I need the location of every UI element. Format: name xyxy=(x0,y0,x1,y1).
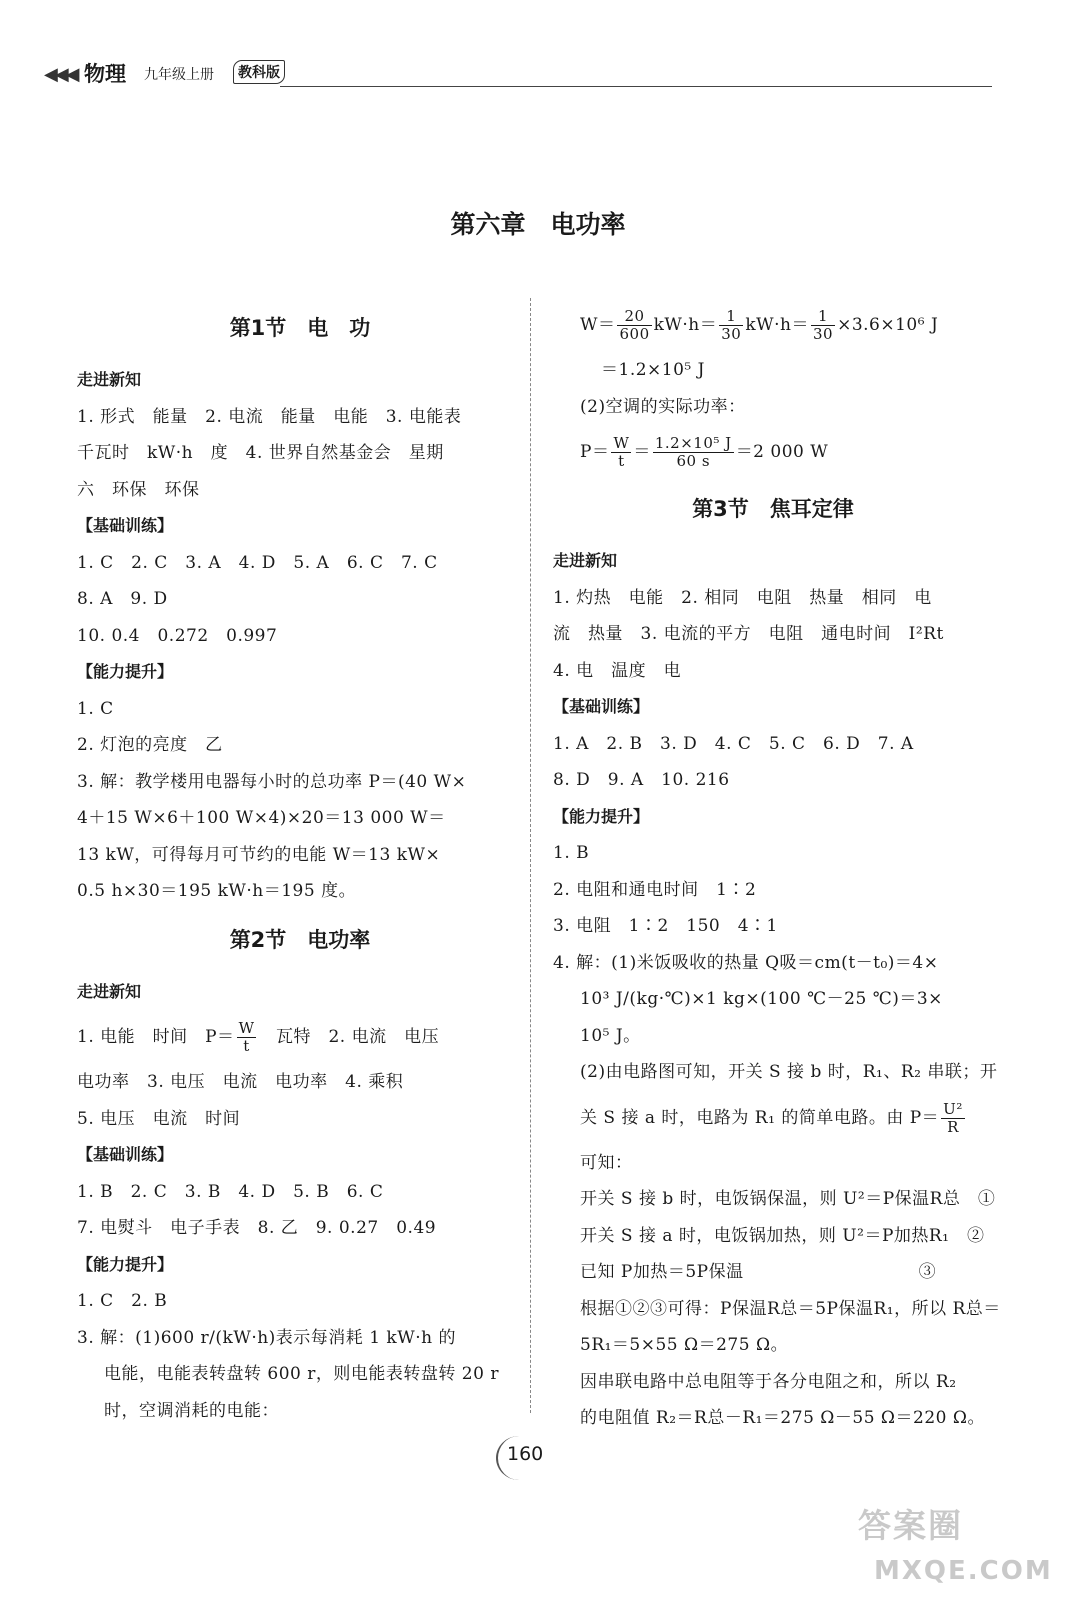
fraction xyxy=(941,1101,965,1136)
answer-line: 0.5 h×30＝195 kW·h＝195 度。 xyxy=(77,881,357,901)
answer-line: 7. 电熨斗 电子手表 8. 乙 9. 0.27 0.49 xyxy=(77,1218,437,1238)
answer-line: 10⁵ J。 xyxy=(580,1025,641,1046)
answer-line: 2. 灯泡的亮度 乙 xyxy=(77,735,223,755)
numerator: 1.2×10⁵ J xyxy=(654,434,732,452)
text-run: W＝ xyxy=(580,315,616,335)
header-rule xyxy=(280,86,992,87)
text-run: 瓦特 2. 电流 电压 xyxy=(258,1027,440,1047)
answer-line: 10³ J/(kg·℃)×1 kg×(100 ℃－25 ℃)＝3× xyxy=(580,989,943,1009)
answer-line: 1. 灼热 电能 2. 相同 电阻 热量 相同 电 xyxy=(553,587,932,608)
answer-line: (2)由电路图可知，开关 S 接 b 时，R₁、R₂ 串联；开 xyxy=(580,1062,998,1082)
section-title: 第2节 电功率 xyxy=(229,927,371,952)
text-run: 1. 电能 时间 P＝ xyxy=(77,1027,235,1047)
numerator: 1 xyxy=(811,308,835,326)
subheading: 走进新知 xyxy=(553,551,618,570)
answer-line: 2. 电阻和通电时间 1∶2 xyxy=(553,879,757,900)
watermark-url: MXQE.COM xyxy=(874,1556,1053,1586)
answer-line: 已知 P加热＝5P保温 ③ xyxy=(580,1262,937,1282)
denominator: 30 xyxy=(721,325,742,343)
denominator: 30 xyxy=(813,325,834,343)
header-edition-badge: 教科版 xyxy=(233,60,285,84)
answer-line: 电能，电能表转盘转 600 r，则电能表转盘转 20 r xyxy=(104,1364,499,1384)
text-run: 关 S 接 a 时，电路为 R₁ 的简单电路。由 P＝ xyxy=(580,1107,940,1128)
subheading: 【能力提升】 xyxy=(77,1254,174,1274)
formula-line xyxy=(553,298,993,352)
answer-line: 8. A 9. D xyxy=(77,589,168,609)
answer-line: 因串联电路中总电阻等于各分电阻之和，所以 R₂ xyxy=(580,1371,957,1392)
fraction xyxy=(653,435,734,470)
answer-line: 可知： xyxy=(580,1152,633,1173)
answer-line: 1. A 2. B 3. D 4. C 5. C 6. D 7. A xyxy=(553,733,914,754)
answer-line: 1. 形式 能量 2. 电流 能量 电能 3. 电能表 xyxy=(77,406,462,427)
numerator: 20 xyxy=(617,308,651,326)
text-run: kW·h＝ xyxy=(653,315,718,335)
column-divider xyxy=(530,298,531,1413)
fraction xyxy=(617,308,651,343)
formula-line: ＝1.2×10⁵ J xyxy=(601,360,705,380)
answer-line: 1. C xyxy=(77,698,114,719)
subheading: 【能力提升】 xyxy=(77,662,174,681)
fraction xyxy=(237,1020,257,1055)
denominator: 60 s xyxy=(676,452,711,470)
subheading: 【基础训练】 xyxy=(77,516,174,535)
answer-line: (2)空调的实际功率： xyxy=(580,396,746,417)
answer-line: 3. 解：(1)600 r/(kW·h)表示每消耗 1 kW·h 的 xyxy=(77,1327,456,1348)
denominator: t xyxy=(618,452,625,470)
answer-line: 的电阻值 R₂＝R总－R₁＝275 Ω－55 Ω＝220 Ω。 xyxy=(580,1408,985,1428)
answer-line: 4. 电 温度 电 xyxy=(553,660,682,681)
answer-line: 4. 解：(1)米饭吸收的热量 Q吸＝cm(t－t₀)＝4× xyxy=(553,952,939,973)
answer-line: 1. C 2. B xyxy=(77,1291,168,1311)
answer-line xyxy=(553,1091,993,1145)
answer-line: 六 环保 环保 xyxy=(77,479,200,500)
header-subject: 物理 xyxy=(84,62,126,86)
numerator: W xyxy=(238,1019,255,1037)
answer-line: 电功率 3. 电压 电流 电功率 4. 乘积 xyxy=(77,1072,404,1092)
answer-line: 1. B 2. C 3. B 4. D 5. B 6. C xyxy=(77,1181,384,1202)
section-title: 第1节 电 功 xyxy=(229,316,371,340)
fraction xyxy=(611,435,631,470)
text-run: ＝2 000 W xyxy=(735,442,829,462)
numerator: 1 xyxy=(719,308,743,326)
answer-line: 流 热量 3. 电流的平方 电阻 通电时间 I²Rt xyxy=(553,624,944,644)
denominator: 600 xyxy=(619,325,650,343)
answer-line: 3. 电阻 1∶2 150 4∶1 xyxy=(553,916,778,936)
header-grade: 九年级上册 xyxy=(144,67,214,83)
answer-line xyxy=(77,1010,523,1064)
text-run: P＝ xyxy=(580,442,610,462)
answer-line: 1. B xyxy=(553,843,590,863)
right-column xyxy=(553,298,1001,1437)
answer-line: 3. 解：教学楼用电器每小时的总功率 P＝(40 W× xyxy=(77,771,467,792)
subheading: 【能力提升】 xyxy=(553,806,650,826)
answer-line: 开关 S 接 a 时，电饭锅加热，则 U²＝P加热R₁ ② xyxy=(580,1225,985,1246)
answer-line: 13 kW，可得每月可节约的电能 W＝13 kW× xyxy=(77,844,441,865)
page-header xyxy=(40,56,992,94)
chapter-title: 第六章 电功率 xyxy=(450,210,626,239)
answer-line: 5. 电压 电流 时间 xyxy=(77,1108,241,1129)
page-number: 160 xyxy=(507,1443,544,1465)
numerator: U² xyxy=(943,1099,963,1118)
subheading: 【基础训练】 xyxy=(77,1145,174,1164)
fraction xyxy=(811,308,835,343)
answer-line: 4＋15 W×6＋100 W×4)×20＝13 000 W＝ xyxy=(77,808,446,828)
denominator: R xyxy=(947,1117,959,1136)
text-run: ×3.6×10⁶ J xyxy=(837,315,939,335)
answer-line: 5R₁＝5×55 Ω＝275 Ω。 xyxy=(580,1335,789,1355)
answer-line: 千瓦时 kW·h 度 4. 世界自然基金会 星期 xyxy=(77,443,444,463)
subheading: 走进新知 xyxy=(77,370,142,389)
text-run: kW·h＝ xyxy=(745,315,809,335)
answer-line: 开关 S 接 b 时，电饭锅保温，则 U²＝P保温R总 ① xyxy=(580,1189,996,1209)
watermark-logo: 答案圈 xyxy=(858,1506,963,1545)
left-column xyxy=(77,298,523,1429)
answer-line: 10. 0.4 0.272 0.997 xyxy=(77,625,278,646)
answer-line: 根据①②③可得：P保温R总＝5P保温R₁，所以 R总＝ xyxy=(580,1298,1001,1319)
header-arrows-icon: ◀◀◀ xyxy=(44,64,77,85)
formula-line xyxy=(553,425,993,479)
numerator: W xyxy=(613,434,630,452)
subheading: 【基础训练】 xyxy=(553,697,650,716)
answer-line: 时，空调消耗的电能： xyxy=(104,1400,279,1421)
section-title: 第3节 焦耳定律 xyxy=(692,497,854,521)
text-run: ＝ xyxy=(633,442,651,462)
fraction xyxy=(719,308,743,343)
answer-line: 1. C 2. C 3. A 4. D 5. A 6. C 7. C xyxy=(77,552,438,573)
subheading: 走进新知 xyxy=(77,981,142,1001)
answer-line: 8. D 9. A 10. 216 xyxy=(553,770,730,790)
denominator: t xyxy=(243,1037,250,1055)
